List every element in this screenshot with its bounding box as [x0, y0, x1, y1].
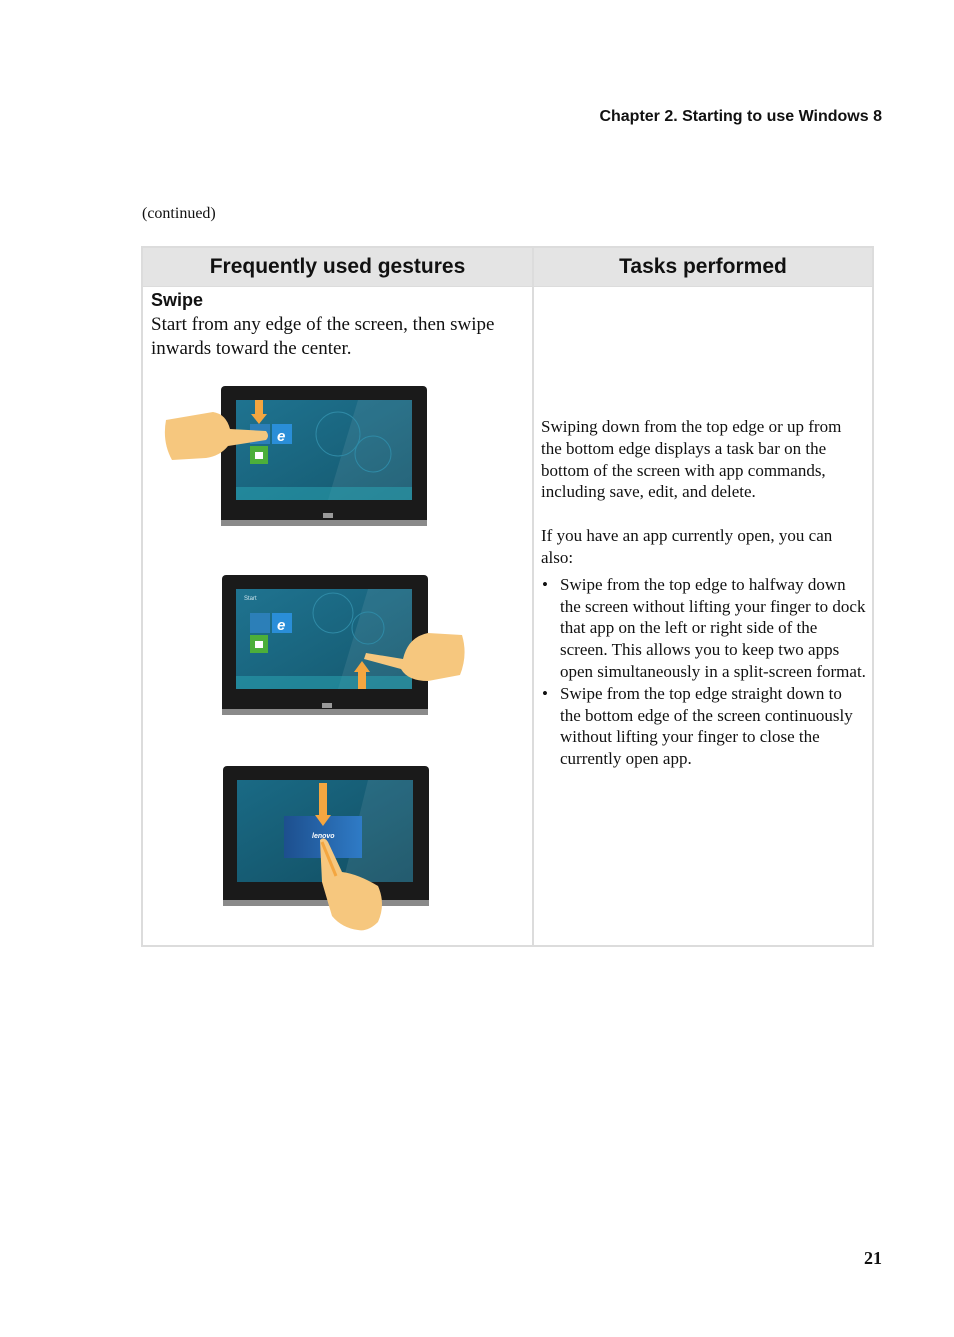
tasks-paragraph-1: Swiping down from the top edge or up from the bottom edge displays a task bar on the bottom of the screen with app commands, including save, edit, and delete.: [541, 417, 842, 502]
column-header-gestures: Frequently used gestures: [143, 248, 532, 286]
list-item: • Swipe from the top edge to halfway down the screen without lifting your finger to dock that app on the left or right side of the screen. This allows you to keep two apps open simultaneously in a split-screen format.: [541, 574, 866, 683]
gesture-description: Start from any edge of the screen, then swipe inwards toward the center.: [151, 314, 495, 359]
chapter-header: Chapter 2. Starting to use Windows 8: [599, 108, 882, 125]
arrow-up-icon: [358, 671, 366, 689]
column-header-tasks: Tasks performed: [534, 248, 872, 286]
gestures-table: [141, 246, 874, 947]
brand-label: lenovo: [312, 833, 335, 840]
illustration-swipe-down-close: [218, 764, 433, 939]
tasks-text: [541, 416, 866, 770]
arrow-down-icon: [319, 783, 327, 816]
gesture-title: Swipe: [151, 290, 204, 310]
svg-text:e: e: [277, 617, 286, 634]
list-item: • Swipe from the top edge straight down to the bottom edge of the screen continuously without lifting your finger to close the currently open app.: [541, 683, 866, 770]
continued-label: (continued): [142, 205, 216, 222]
header-divider: [143, 286, 872, 287]
tasks-bullet-list: [541, 574, 866, 770]
illustration-swipe-left: [158, 384, 433, 530]
svg-text:e: e: [277, 428, 286, 445]
start-label: Start: [244, 596, 257, 602]
illustration-swipe-up: [218, 573, 473, 718]
tasks-paragraph-2: If you have an app currently open, you can also:: [541, 526, 833, 567]
column-divider: [532, 248, 534, 945]
arrow-down-icon: [255, 400, 263, 415]
page-number: 21: [864, 1248, 882, 1268]
